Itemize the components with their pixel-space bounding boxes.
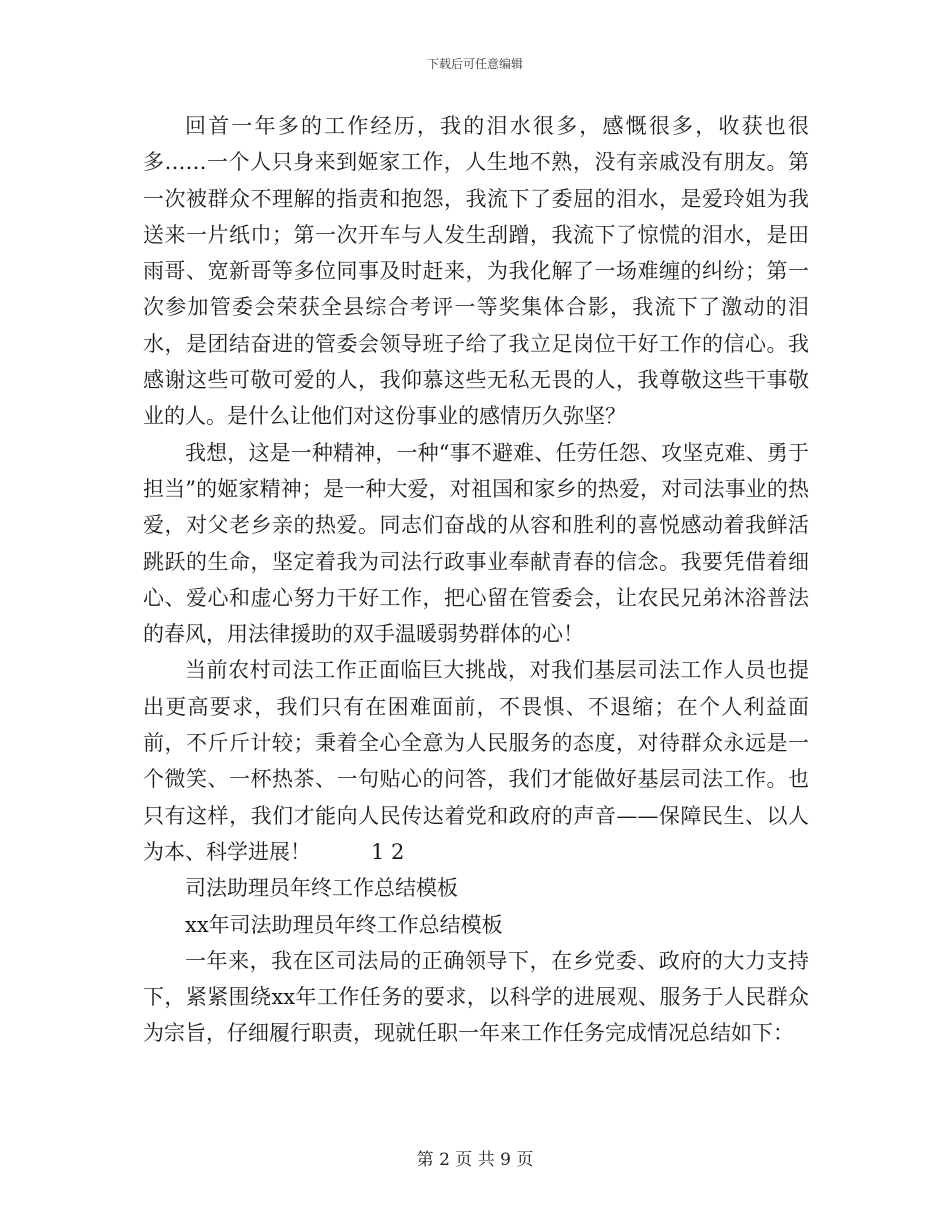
paragraph-challenge-text: 当前农村司法工作正面临巨大挑战，对我们基层司法工作人员也提出更高要求，我们只有在困难面前，不畏惧、不退缩；在个人利益面前，不斤斤计较；秉着全心全意为人民服务的态度，对待群众永远是一个微笑、一杯热茶、一句贴心的问答，我们才能做好基层司法工作。也只有这样，我们才能向人民传达着党和政府的声音——保障民生、以人为本、科学进展！ — [143, 658, 809, 864]
document-body — [143, 108, 809, 1052]
section-subtitle: xx年司法助理员年终工作总结模板 — [185, 912, 503, 937]
paragraph-reflection: 回首一年多的工作经历，我的泪水很多，感慨很多，收获也很多……一个人只身来到姬家工作，人生地不熟，没有亲戚没有朋友。第一次被群众不理解的指责和抱怨，我流下了委屈的泪水，是爱玲姐为我送来一片纸巾；第一次开车与人发生刮蹭，我流下了惊慌的泪水，是田雨哥、宽新哥等多位同事及时赶来，为我化解了一场难缠的纠纷；第一次参加管委会荣获全县综合考评一等奖集体合影，我流下了激动的泪水，是团结奋进的管委会领导班子给了我立足岗位干好工作的信心。我感谢这些可敬可爱的人，我仰慕这些无私无畏的人，我尊敬这些干事敬业的人。是什么让他们对这份事业的感情历久弥坚？ — [143, 114, 809, 429]
paragraph-spirit: 我想，这是一种精神，一种“事不避难、任劳任怨、攻坚克难、勇于担当”的姬家精神；是一种大爱，对祖国和家乡的热爱，对司法事业的热爱，对父老乡亲的热爱。同志们奋战的从容和胜利的喜悦感动着我鲜活跳跃的生命，坚定着我为司法行政事业奉献青春的信念。我要凭借着细心、爱心和虚心努力干好工作，把心留在管委会，让农民兄弟沐浴普法的春风，用法律援助的双手温暖弱势群体的心！ — [143, 440, 809, 647]
paragraph-summary-intro: 一年来，我在区司法局的正确领导下，在乡党委、政府的大力支持下，紧紧围绕xx年工作任务的要求，以科学的进展观、服务于人民群众为宗旨，仔细履行职责，现就任职一年来工作任务完成情况总结如下： — [143, 948, 809, 1046]
paragraph-challenge — [143, 652, 809, 870]
page-header-note: 下载后可任意编辑 — [426, 57, 523, 71]
page-footer: 第 2 页 共 9 页 — [416, 1150, 534, 1170]
section-title: 司法助理员年终工作总结模板 — [185, 876, 458, 901]
inline-page-markers: 1 2 — [371, 839, 405, 864]
